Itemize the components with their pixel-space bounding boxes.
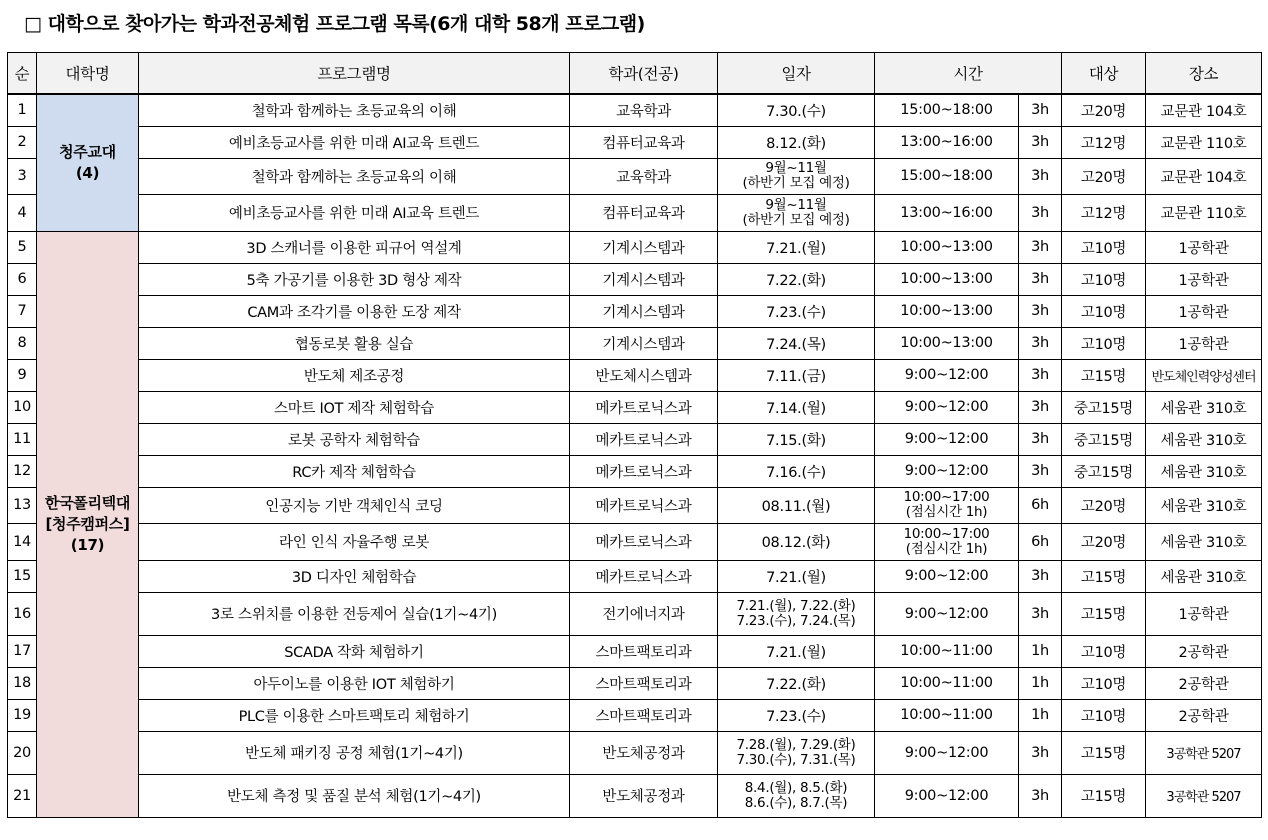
target: 고15명 <box>1062 560 1146 592</box>
row-number: 4 <box>8 194 37 231</box>
duration: 6h <box>1019 487 1062 523</box>
table-row <box>8 423 1262 455</box>
time-line-1: 10:00~17:00 <box>903 525 990 542</box>
program-name: 협동로봇 활용 실습 <box>139 327 570 359</box>
table-row <box>8 592 1262 635</box>
program-name: RC카 제작 체험학습 <box>139 455 570 487</box>
row-number: 18 <box>8 667 37 699</box>
place: 2공학관 <box>1146 699 1262 731</box>
date-line-2: 7.23.(수), 7.24.(목) <box>736 612 856 629</box>
date: 08.12.(화) <box>718 523 875 560</box>
duration: 3h <box>1019 263 1062 295</box>
table-row <box>8 560 1262 592</box>
target: 고15명 <box>1062 359 1146 391</box>
duration: 3h <box>1019 231 1062 263</box>
duration: 3h <box>1019 327 1062 359</box>
date: 7.15.(화) <box>718 423 875 455</box>
place: 세움관 310호 <box>1146 487 1262 523</box>
target: 고10명 <box>1062 667 1146 699</box>
table-row <box>8 327 1262 359</box>
row-number: 9 <box>8 359 37 391</box>
duration: 3h <box>1019 194 1062 231</box>
table-row <box>8 391 1262 423</box>
program-name: 예비초등교사를 위한 미래 AI교육 트렌드 <box>139 194 570 231</box>
program-name: 3D 스캐너를 이용한 피규어 역설계 <box>139 231 570 263</box>
date <box>718 194 875 231</box>
program-name: 철학과 함께하는 초등교육의 이해 <box>139 94 570 126</box>
target: 중고15명 <box>1062 391 1146 423</box>
department: 메카트로닉스과 <box>570 455 718 487</box>
date: 7.30.(수) <box>718 94 875 126</box>
program-name: 3D 디자인 체험학습 <box>139 560 570 592</box>
time-line-2: (점심시간 1h) <box>905 504 988 520</box>
target: 고20명 <box>1062 523 1146 560</box>
date-line-2: (하반기 모집 예정) <box>742 211 850 228</box>
department: 기계시스템과 <box>570 327 718 359</box>
department: 컴퓨터교육과 <box>570 194 718 231</box>
table-header-row <box>8 53 1262 95</box>
place: 1공학관 <box>1146 592 1262 635</box>
place: 3공학관 5207 <box>1146 731 1262 774</box>
department: 메카트로닉스과 <box>570 523 718 560</box>
program-name: 스마트 IOT 제작 체험학습 <box>139 391 570 423</box>
table-row <box>8 295 1262 327</box>
department: 스마트팩토리과 <box>570 699 718 731</box>
program-count: (17) <box>70 535 105 554</box>
program-name: SCADA 작화 체험하기 <box>139 635 570 667</box>
target: 고10명 <box>1062 635 1146 667</box>
time-range: 13:00~16:00 <box>875 126 1019 158</box>
place: 2공학관 <box>1146 635 1262 667</box>
duration: 3h <box>1019 731 1062 774</box>
target: 고10명 <box>1062 295 1146 327</box>
header-department: 학과(전공) <box>570 53 718 95</box>
department: 메카트로닉스과 <box>570 560 718 592</box>
row-number: 16 <box>8 592 37 635</box>
date: 7.21.(월) <box>718 560 875 592</box>
duration: 3h <box>1019 774 1062 817</box>
program-name: 로봇 공학자 체험학습 <box>139 423 570 455</box>
department: 교육학과 <box>570 158 718 194</box>
program-name: 반도체 측정 및 품질 분석 체험(1기~4기) <box>139 774 570 817</box>
target: 고12명 <box>1062 194 1146 231</box>
date: 7.16.(수) <box>718 455 875 487</box>
program-name: PLC를 이용한 스마트팩토리 체험하기 <box>139 699 570 731</box>
date: 7.21.(월) <box>718 231 875 263</box>
date <box>718 158 875 194</box>
program-name: CAM과 조각기를 이용한 도장 제작 <box>139 295 570 327</box>
time-range: 15:00~18:00 <box>875 158 1019 194</box>
department: 기계시스템과 <box>570 231 718 263</box>
date-line-1: 8.4.(월), 8.5.(화) <box>744 779 848 796</box>
table-row <box>8 194 1262 231</box>
table-row <box>8 699 1262 731</box>
date: 08.11.(월) <box>718 487 875 523</box>
header-place: 장소 <box>1146 53 1262 95</box>
duration: 3h <box>1019 158 1062 194</box>
target: 고10명 <box>1062 231 1146 263</box>
university-cell <box>37 94 139 231</box>
table-row <box>8 487 1262 523</box>
place: 1공학관 <box>1146 327 1262 359</box>
table-row <box>8 94 1262 126</box>
date-line-1: 9월~11월 <box>765 196 827 213</box>
place: 교문관 110호 <box>1146 194 1262 231</box>
target: 고10명 <box>1062 263 1146 295</box>
row-number: 20 <box>8 731 37 774</box>
time-range: 9:00~12:00 <box>875 560 1019 592</box>
program-name: 반도체 제조공정 <box>139 359 570 391</box>
table-row <box>8 359 1262 391</box>
row-number: 2 <box>8 126 37 158</box>
place: 교문관 104호 <box>1146 94 1262 126</box>
time-line-1: 10:00~17:00 <box>903 489 990 505</box>
time-range: 10:00~13:00 <box>875 231 1019 263</box>
place: 1공학관 <box>1146 231 1262 263</box>
duration: 3h <box>1019 94 1062 126</box>
program-name: 라인 인식 자율주행 로봇 <box>139 523 570 560</box>
department: 메카트로닉스과 <box>570 391 718 423</box>
time-range: 10:00~13:00 <box>875 263 1019 295</box>
date-line-2: 7.30.(수), 7.31.(목) <box>736 751 856 768</box>
row-number: 12 <box>8 455 37 487</box>
time-range: 10:00~13:00 <box>875 295 1019 327</box>
time-range: 13:00~16:00 <box>875 194 1019 231</box>
time-range <box>875 523 1019 560</box>
time-range: 10:00~13:00 <box>875 327 1019 359</box>
time-range: 9:00~12:00 <box>875 391 1019 423</box>
department: 스마트팩토리과 <box>570 667 718 699</box>
time-range: 9:00~12:00 <box>875 731 1019 774</box>
department: 전기에너지과 <box>570 592 718 635</box>
place: 반도체인력양성센터 <box>1146 359 1262 391</box>
row-number: 5 <box>8 231 37 263</box>
table-row <box>8 523 1262 560</box>
header-target: 대상 <box>1062 53 1146 95</box>
program-table <box>7 52 1262 818</box>
place: 세움관 310호 <box>1146 560 1262 592</box>
department: 메카트로닉스과 <box>570 487 718 523</box>
department: 메카트로닉스과 <box>570 423 718 455</box>
time-range: 15:00~18:00 <box>875 94 1019 126</box>
department: 교육학과 <box>570 94 718 126</box>
date-line-2: 8.6.(수), 8.7.(목) <box>744 794 848 811</box>
row-number: 11 <box>8 423 37 455</box>
date: 8.12.(화) <box>718 126 875 158</box>
date-line-1: 7.28.(월), 7.29.(화) <box>736 736 856 753</box>
table-row <box>8 731 1262 774</box>
place: 1공학관 <box>1146 295 1262 327</box>
date-line-1: 7.21.(월), 7.22.(화) <box>736 597 856 614</box>
row-number: 15 <box>8 560 37 592</box>
date: 7.22.(화) <box>718 263 875 295</box>
target: 고10명 <box>1062 699 1146 731</box>
university-name: 한국폴리텍대 <box>44 493 131 512</box>
table-row <box>8 231 1262 263</box>
department: 반도체공정과 <box>570 731 718 774</box>
date: 7.11.(금) <box>718 359 875 391</box>
table-row <box>8 263 1262 295</box>
program-name: 철학과 함께하는 초등교육의 이해 <box>139 158 570 194</box>
duration: 3h <box>1019 359 1062 391</box>
department: 기계시스템과 <box>570 263 718 295</box>
row-number: 7 <box>8 295 37 327</box>
table-row <box>8 126 1262 158</box>
place: 세움관 310호 <box>1146 455 1262 487</box>
time-range: 10:00~11:00 <box>875 699 1019 731</box>
target: 고20명 <box>1062 158 1146 194</box>
place: 세움관 310호 <box>1146 391 1262 423</box>
duration: 3h <box>1019 592 1062 635</box>
target: 고15명 <box>1062 731 1146 774</box>
table-body <box>8 94 1262 817</box>
duration: 3h <box>1019 126 1062 158</box>
department: 스마트팩토리과 <box>570 635 718 667</box>
target: 고20명 <box>1062 94 1146 126</box>
time-line-2: (점심시간 1h) <box>905 540 988 557</box>
page-title: □ 대학으로 찾아가는 학과전공체험 프로그램 목록(6개 대학 58개 프로그램) <box>24 13 645 35</box>
program-name: 아두이노를 이용한 IOT 체험하기 <box>139 667 570 699</box>
table-row <box>8 158 1262 194</box>
date <box>718 774 875 817</box>
target: 고20명 <box>1062 487 1146 523</box>
program-name: 예비초등교사를 위한 미래 AI교육 트렌드 <box>139 126 570 158</box>
department: 컴퓨터교육과 <box>570 126 718 158</box>
program-name: 5축 가공기를 이용한 3D 형상 제작 <box>139 263 570 295</box>
row-number: 1 <box>8 94 37 126</box>
time-range: 9:00~12:00 <box>875 423 1019 455</box>
university-cell <box>37 231 139 817</box>
place: 세움관 310호 <box>1146 423 1262 455</box>
header-university: 대학명 <box>37 53 139 95</box>
header-time: 시간 <box>875 53 1062 95</box>
duration: 3h <box>1019 455 1062 487</box>
target: 고12명 <box>1062 126 1146 158</box>
duration: 1h <box>1019 635 1062 667</box>
table-row <box>8 774 1262 817</box>
row-number: 10 <box>8 391 37 423</box>
time-range: 9:00~12:00 <box>875 592 1019 635</box>
university-campus: [청주캠퍼스] <box>45 514 130 533</box>
place: 1공학관 <box>1146 263 1262 295</box>
table-row <box>8 635 1262 667</box>
date-line-1: 9월~11월 <box>765 160 827 176</box>
department: 반도체시스템과 <box>570 359 718 391</box>
target: 중고15명 <box>1062 455 1146 487</box>
table-row <box>8 667 1262 699</box>
university-name: 청주교대 <box>59 142 116 161</box>
duration: 3h <box>1019 391 1062 423</box>
time-range: 10:00~11:00 <box>875 667 1019 699</box>
target: 중고15명 <box>1062 423 1146 455</box>
header-program: 프로그램명 <box>139 53 570 95</box>
program-name: 인공지능 기반 객체인식 코딩 <box>139 487 570 523</box>
row-number: 3 <box>8 158 37 194</box>
department: 반도체공정과 <box>570 774 718 817</box>
place: 3공학관 5207 <box>1146 774 1262 817</box>
date: 7.23.(수) <box>718 699 875 731</box>
target: 고10명 <box>1062 327 1146 359</box>
place: 세움관 310호 <box>1146 523 1262 560</box>
duration: 3h <box>1019 560 1062 592</box>
time-range: 9:00~12:00 <box>875 455 1019 487</box>
duration: 1h <box>1019 699 1062 731</box>
program-count: (4) <box>75 163 100 182</box>
place: 교문관 110호 <box>1146 126 1262 158</box>
date-line-2: (하반기 모집 예정) <box>742 175 850 191</box>
row-number: 6 <box>8 263 37 295</box>
row-number: 19 <box>8 699 37 731</box>
date: 7.22.(화) <box>718 667 875 699</box>
time-range: 9:00~12:00 <box>875 774 1019 817</box>
row-number: 17 <box>8 635 37 667</box>
date: 7.24.(목) <box>718 327 875 359</box>
department: 기계시스템과 <box>570 295 718 327</box>
program-name: 반도체 패키징 공정 체험(1기~4기) <box>139 731 570 774</box>
place: 2공학관 <box>1146 667 1262 699</box>
duration: 6h <box>1019 523 1062 560</box>
duration: 3h <box>1019 295 1062 327</box>
time-range: 10:00~11:00 <box>875 635 1019 667</box>
place: 교문관 104호 <box>1146 158 1262 194</box>
row-number: 14 <box>8 523 37 560</box>
row-number: 8 <box>8 327 37 359</box>
row-number: 13 <box>8 487 37 523</box>
time-range <box>875 487 1019 523</box>
table-row <box>8 455 1262 487</box>
time-range: 9:00~12:00 <box>875 359 1019 391</box>
header-no: 순 <box>8 53 37 95</box>
date <box>718 592 875 635</box>
date: 7.21.(월) <box>718 635 875 667</box>
target: 고15명 <box>1062 592 1146 635</box>
target: 고15명 <box>1062 774 1146 817</box>
date: 7.14.(월) <box>718 391 875 423</box>
header-date: 일자 <box>718 53 875 95</box>
duration: 3h <box>1019 423 1062 455</box>
date: 7.23.(수) <box>718 295 875 327</box>
duration: 1h <box>1019 667 1062 699</box>
row-number: 21 <box>8 774 37 817</box>
program-name: 3로 스위치를 이용한 전등제어 실습(1기~4기) <box>139 592 570 635</box>
date <box>718 731 875 774</box>
